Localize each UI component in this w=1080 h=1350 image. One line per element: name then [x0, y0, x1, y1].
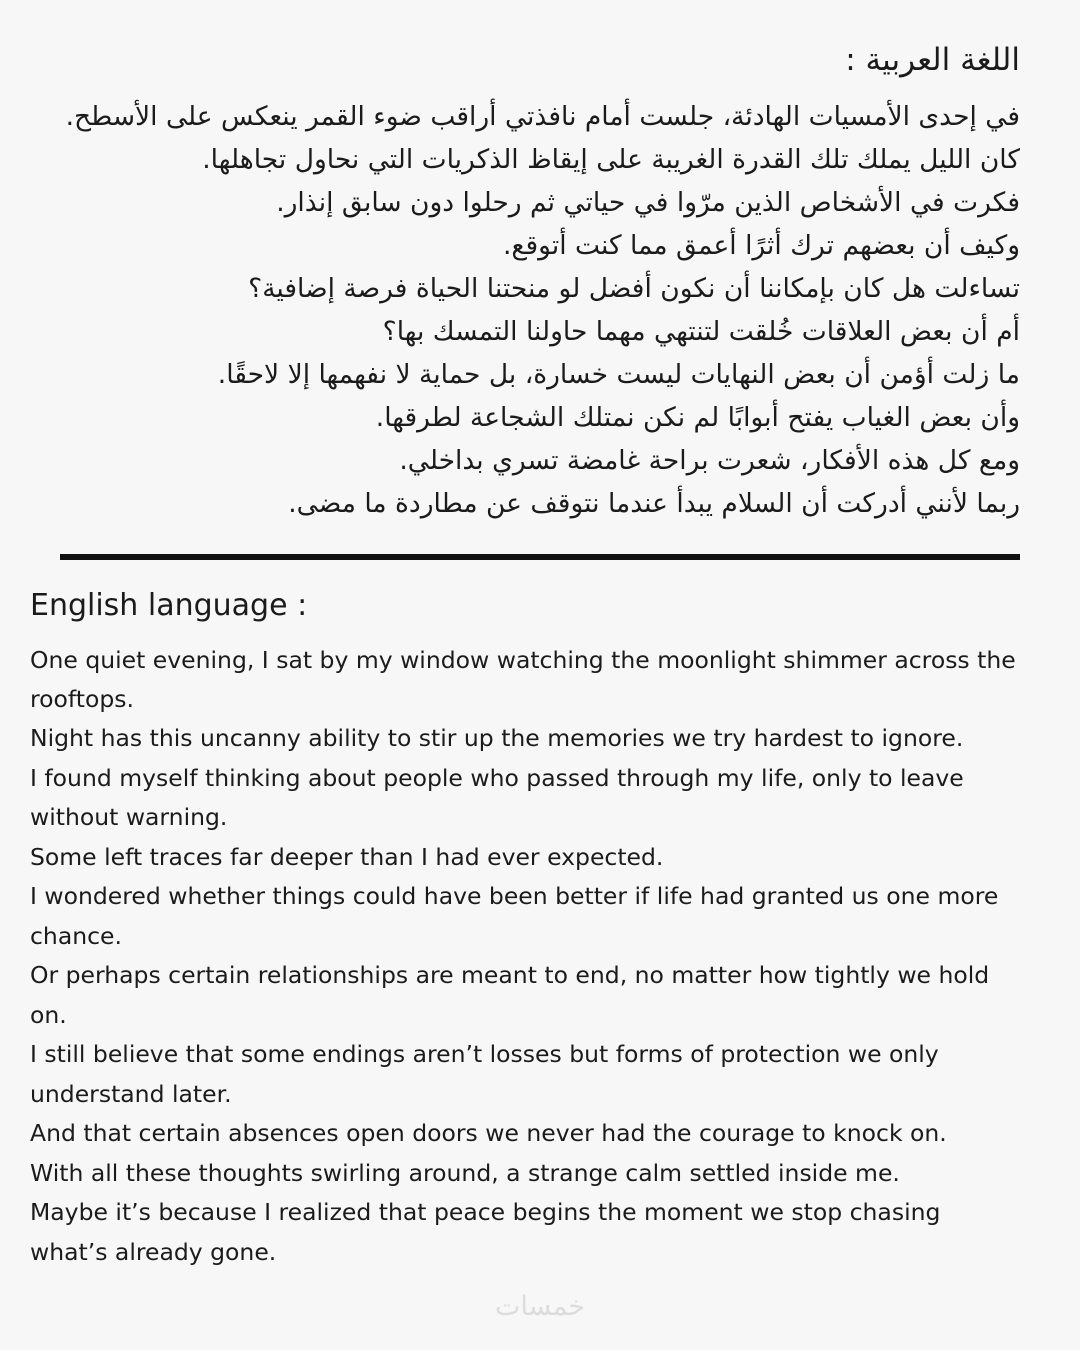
arabic-section [0, 0, 1080, 526]
english-line: Some left traces far deeper than I had ever expected. [30, 842, 664, 871]
english-heading: English language : [30, 587, 308, 623]
arabic-line: ربما لأنني أدركت أن السلام يبدأ عندما نتوقف عن مطاردة ما مضى. [288, 487, 1020, 519]
english-line: I wondered whether things could have been better if life had granted us one more chance. [30, 882, 999, 950]
english-line: With all these thoughts swirling around, a strange calm settled inside me. [30, 1158, 900, 1187]
arabic-line: فكرت في الأشخاص الذين مرّوا في حياتي ثم رحلوا دون سابق إنذار. [276, 187, 1020, 219]
english-line: One quiet evening, I sat by my window watching the moonlight shimmer across the rooftops. [30, 645, 1016, 713]
arabic-line: ما زلت أؤمن أن بعض النهايات ليست خسارة، بل حماية لا نفهمها إلا لاحقًا. [217, 358, 1020, 390]
arabic-line: كان الليل يملك تلك القدرة الغريبة على إيقاظ الذكريات التي نحاول تجاهلها. [202, 144, 1020, 176]
arabic-body [60, 96, 1020, 525]
english-section [0, 560, 1080, 1273]
english-line: And that certain absences open doors we never had the courage to knock on. [30, 1119, 947, 1148]
english-line: I found myself thinking about people who passed through my life, only to leave without warning. [30, 763, 964, 832]
english-body [30, 641, 1020, 1273]
watermark: خمسات [494, 1291, 586, 1322]
arabic-line: تساءلت هل كان بإمكاننا أن نكون أفضل لو منحتنا الحياة فرصة إضافية؟ [248, 272, 1020, 304]
english-line: I still believe that some endings aren’t losses but forms of protection we only understand later. [30, 1040, 939, 1108]
arabic-line: وأن بعض الغياب يفتح أبوابًا لم نكن نمتلك الشجاعة لطرقها. [375, 401, 1020, 433]
arabic-heading: اللغة العربية : [845, 42, 1020, 78]
arabic-line: وكيف أن بعضهم ترك أثرًا أعمق مما كنت أتوقع. [502, 230, 1020, 262]
english-line: Maybe it’s because I realized that peace begins the moment we stop chasing what’s already gone. [30, 1198, 941, 1266]
english-line: Or perhaps certain relationships are meant to end, no matter how tightly we hold on. [30, 961, 990, 1029]
arabic-line: أم أن بعض العلاقات خُلقت لتنتهي مهما حاولنا التمسك بها؟ [382, 315, 1020, 347]
arabic-line: في إحدى الأمسيات الهادئة، جلست أمام نافذتي أراقب ضوء القمر ينعكس على الأسطح. [65, 101, 1020, 133]
english-line: Night has this uncanny ability to stir up the memories we try hardest to ignore. [30, 724, 964, 753]
arabic-line: ومع كل هذه الأفكار، شعرت براحة غامضة تسري بداخلي. [399, 444, 1020, 476]
